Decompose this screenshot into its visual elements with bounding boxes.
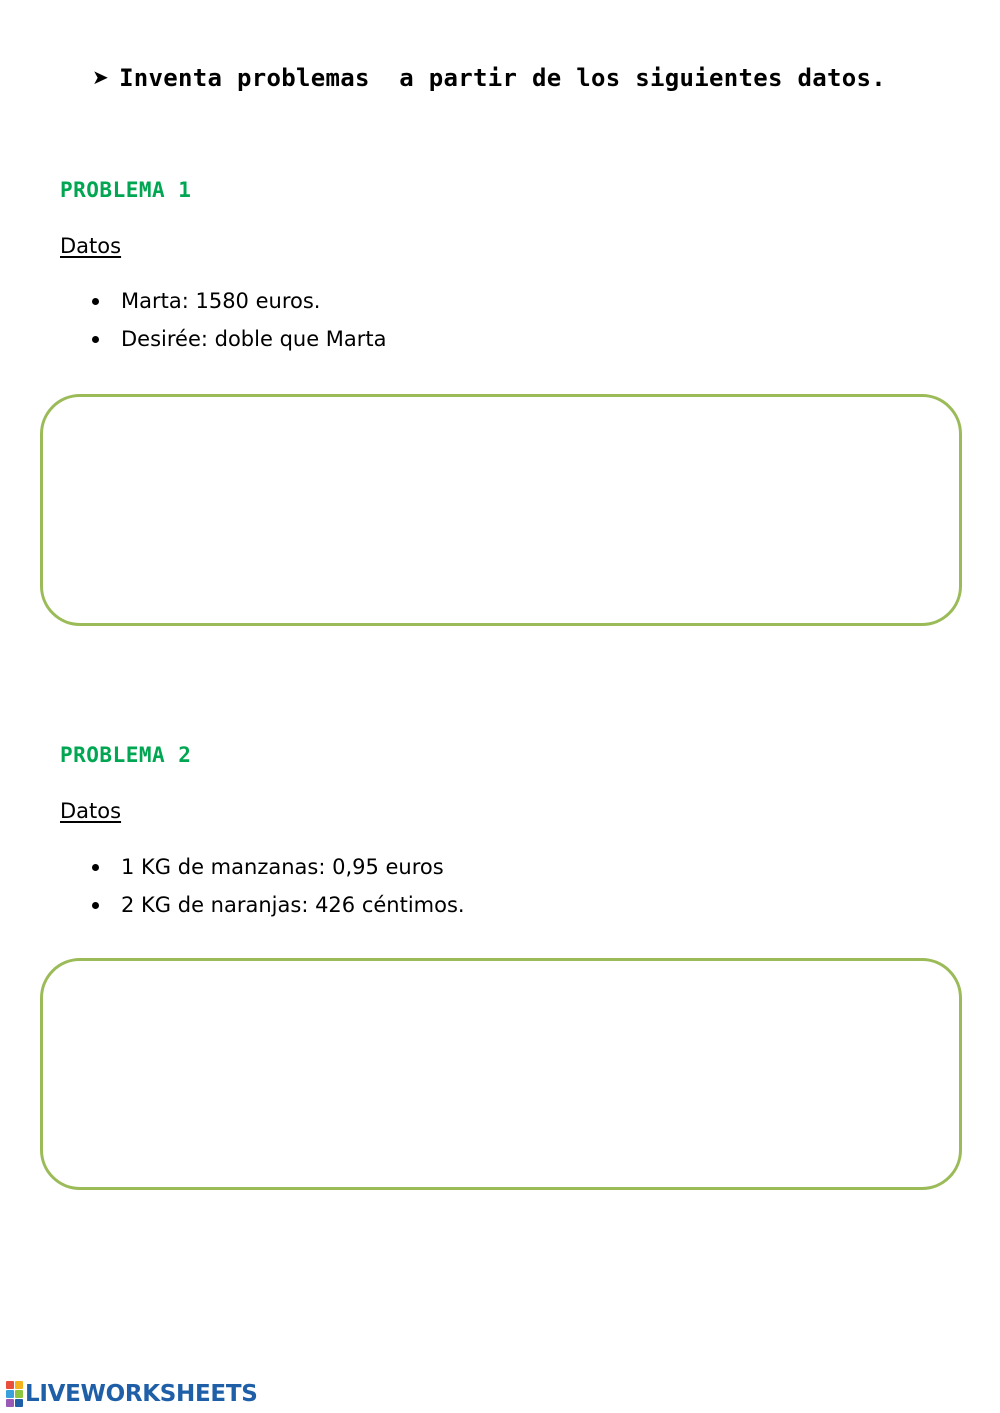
- arrow-right-icon: ➤: [92, 65, 110, 89]
- bullet-icon: [92, 864, 99, 871]
- bullet-icon: [92, 298, 99, 305]
- instruction-heading: [92, 64, 886, 92]
- list-item: [92, 289, 387, 327]
- problem-2-title: PROBLEMA 2: [60, 743, 192, 767]
- data-item-text: Marta: 1580 euros.: [121, 289, 321, 313]
- list-item: [92, 893, 465, 931]
- list-item: [92, 855, 465, 893]
- data-item-text: 2 KG de naranjas: 426 céntimos.: [121, 893, 465, 917]
- list-item: [92, 327, 387, 365]
- problem-1-datos-label: Datos: [60, 234, 122, 258]
- problem-1-answer-box[interactable]: [40, 394, 962, 626]
- problem-2-answer-box[interactable]: [40, 958, 962, 1190]
- problem-2-data-list: [92, 855, 465, 931]
- data-item-text: Desirée: doble que Marta: [121, 327, 387, 351]
- problem-1-data-list: [92, 289, 387, 365]
- problem-1-title: PROBLEMA 1: [60, 178, 192, 202]
- brand-text: LIVEWORKSHEETS: [25, 1381, 258, 1407]
- data-item-text: 1 KG de manzanas: 0,95 euros: [121, 855, 444, 879]
- problem-2-datos-label: Datos: [60, 799, 122, 823]
- liveworksheets-brand: [6, 1381, 257, 1407]
- bullet-icon: [92, 902, 99, 909]
- bullet-icon: [92, 336, 99, 343]
- liveworksheets-logo-icon: [6, 1381, 23, 1407]
- instruction-text: Inventa problemas a partir de los siguientes datos.: [119, 64, 887, 92]
